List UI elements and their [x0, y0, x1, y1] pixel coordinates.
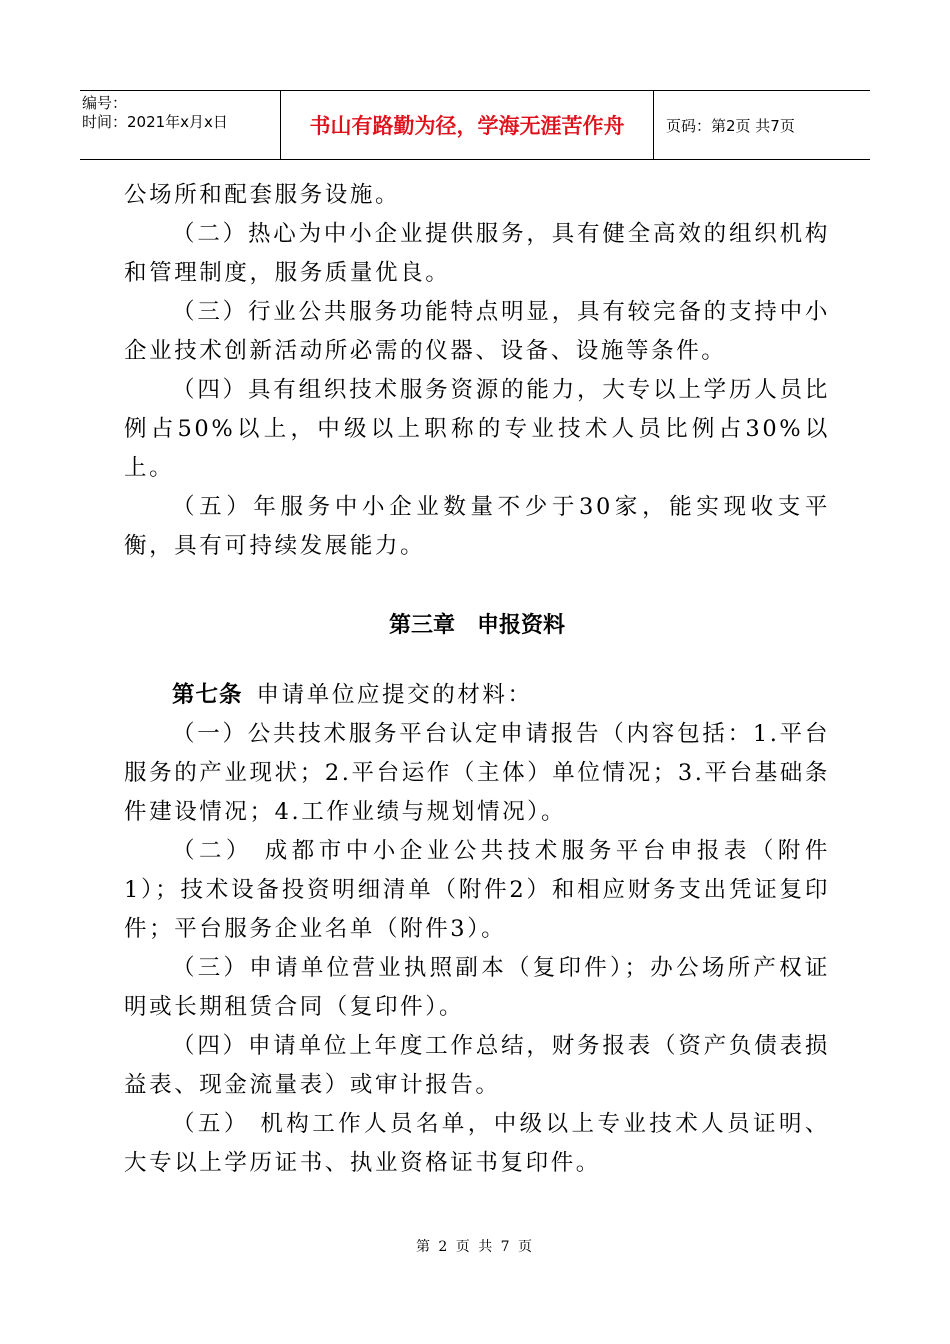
- chapter-title: 第三章 申报资料: [388, 613, 565, 638]
- list-item: （一）公共技术服务平台认定申请报告（内容包括：1.平台服务的产业现状；2.平台运作（主体）单位情况；3.平台基础条件建设情况；4.工作业绩与规划情况）。: [124, 721, 830, 825]
- document-body: [124, 176, 830, 1183]
- paragraph: 公场所和配套服务设施。: [124, 182, 401, 208]
- article-label: 第七条: [172, 682, 243, 708]
- header-page-number: 页码：第2页 共7页: [666, 116, 795, 135]
- document-date: 时间：2021年x月x日: [82, 113, 228, 131]
- list-item: （三）申请单位营业执照副本（复印件）；办公场所产权证明或长期租赁合同（复印件）。: [124, 955, 830, 1020]
- paragraph: （三）行业公共服务功能特点明显，具有较完备的支持中小企业技术创新活动所必需的仪器、设备、设施等条件。: [124, 299, 830, 364]
- list-item: （二） 成都市中小企业公共技术服务平台申报表（附件1）；技术设备投资明细清单（附件2）和相应财务支出凭证复印件；平台服务企业名单（附件3）。: [124, 838, 830, 942]
- header-meta: [80, 91, 280, 159]
- article-heading: [124, 676, 830, 715]
- article-text: 申请单位应提交的材料：: [256, 682, 533, 708]
- list-item: （四）申请单位上年度工作总结，财务报表（资产负债表损益表、现金流量表）或审计报告。: [124, 1033, 830, 1098]
- page-header: [80, 90, 870, 160]
- paragraph: （四）具有组织技术服务资源的能力，大专以上学历人员比例占50%以上，中级以上职称的专业技术人员比例占30%以上。: [124, 377, 830, 481]
- list-item: （五） 机构工作人员名单，中级以上专业技术人员证明、大专以上学历证书、执业资格证书复印件。: [124, 1111, 830, 1176]
- page-footer: 第 2 页 共 7 页: [415, 1239, 535, 1255]
- document-number-label: 编号：: [82, 94, 128, 112]
- paragraph: （二）热心为中小企业提供服务，具有健全高效的组织机构和管理制度，服务质量优良。: [124, 221, 830, 286]
- header-motto: 书山有路勤为径，学海无涯苦作舟: [280, 91, 654, 159]
- paragraph: （五）年服务中小企业数量不少于30家，能实现收支平衡，具有可持续发展能力。: [124, 494, 830, 559]
